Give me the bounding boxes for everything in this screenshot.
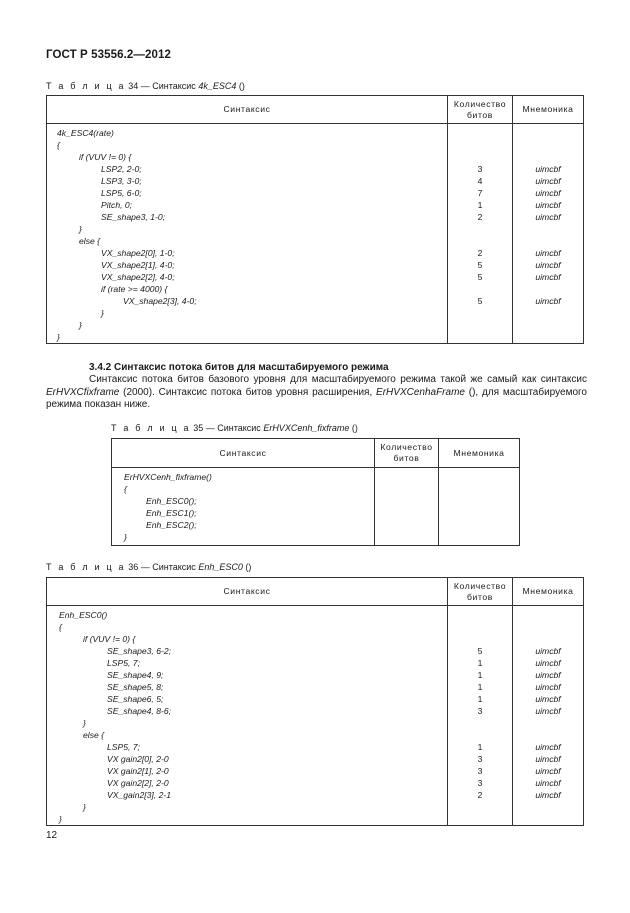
code-line: VX_shape2[1], 4-0; — [101, 260, 175, 270]
code-line: } — [83, 718, 86, 728]
col-header-bits-line1: Количество — [380, 442, 433, 452]
code-line: ErHVXCenh_fixframe() — [124, 472, 212, 482]
caption-text: 34 — Синтаксис — [125, 81, 199, 91]
code-line: Enh_ESC0() — [59, 610, 108, 620]
mnemonic-value — [513, 151, 583, 163]
mnemonic-value: uimcbf — [535, 260, 561, 270]
mnemonic-value: uimcbf — [535, 790, 561, 800]
mnemonic-value — [513, 235, 583, 247]
mnemonic-value: uimcbf — [535, 706, 561, 716]
bit-count — [448, 621, 512, 633]
mnemonic-column — [513, 124, 584, 344]
bits-column — [448, 124, 513, 344]
bits-column — [375, 468, 439, 546]
mnemonic-value: uimcbf — [535, 188, 561, 198]
mnemonic-value — [513, 127, 583, 139]
code-line: Enh_ESC0(); — [146, 496, 197, 506]
mnemonic-value — [513, 609, 583, 621]
bit-count: 2 — [477, 790, 483, 800]
table-35-caption — [111, 423, 358, 433]
bit-count: 1 — [477, 694, 483, 704]
bit-count — [448, 307, 512, 319]
bit-count — [375, 495, 438, 507]
bit-count: 5 — [477, 272, 483, 282]
bits-column — [448, 606, 513, 826]
mnemonic-value: uimcbf — [535, 176, 561, 186]
mnemonic-value: uimcbf — [535, 212, 561, 222]
mnemonic-value: uimcbf — [535, 658, 561, 668]
paragraph-function-2: ErHVXCenhaFrame — [376, 386, 465, 398]
code-line: } — [79, 224, 82, 234]
code-line: VX_shape2[2], 4-0; — [101, 272, 175, 282]
mnemonic-value: uimcbf — [535, 670, 561, 680]
mnemonic-value — [513, 139, 583, 151]
bit-count — [375, 519, 438, 531]
table-35 — [111, 438, 520, 546]
page-number: 12 — [46, 830, 58, 841]
col-header-bits — [375, 439, 439, 468]
mnemonic-value — [439, 507, 519, 519]
caption-function-name: Enh_ESC0 — [198, 562, 243, 572]
bit-count — [448, 127, 512, 139]
table-body-row — [112, 468, 520, 546]
code-line: SE_shape4, 9; — [107, 670, 164, 680]
mnemonic-value — [513, 283, 583, 295]
table-36 — [46, 577, 584, 826]
col-header-bits — [448, 578, 513, 606]
code-line: LSP5, 7; — [107, 658, 140, 668]
col-header-mnemonic: Мнемоника — [513, 578, 584, 606]
mnemonic-value — [513, 633, 583, 645]
bit-count: 1 — [477, 682, 483, 692]
mnemonic-value — [513, 319, 583, 331]
mnemonic-value: uimcbf — [535, 272, 561, 282]
code-line: SE_shape3, 6-2; — [107, 646, 172, 656]
mnemonic-value: uimcbf — [535, 296, 561, 306]
mnemonic-value: uimcbf — [535, 742, 561, 752]
caption-text: 35 — Синтаксис — [190, 423, 264, 433]
bit-count — [448, 633, 512, 645]
bit-count — [448, 813, 512, 825]
table-34 — [46, 95, 584, 344]
bit-count — [448, 729, 512, 741]
code-line: VX_gain2[3], 2-1 — [107, 790, 172, 800]
table-34-caption — [46, 81, 245, 91]
mnemonic-value: uimcbf — [535, 200, 561, 210]
code-line: SE_shape5, 8; — [107, 682, 164, 692]
code-line: } — [57, 332, 60, 342]
caption-function-name: 4k_ESC4 — [198, 81, 237, 91]
bit-count: 5 — [477, 296, 483, 306]
caption-prefix: Т а б л и ц а — [46, 562, 126, 572]
mnemonic-column — [513, 606, 584, 826]
bit-count: 5 — [477, 646, 483, 656]
mnemonic-value: uimcbf — [535, 248, 561, 258]
mnemonic-value — [513, 331, 583, 343]
code-line: if (VUV != 0) { — [83, 634, 136, 644]
code-line: SE_shape6, 5; — [107, 694, 164, 704]
bit-count: 5 — [477, 260, 483, 270]
code-line: Enh_ESC1(); — [146, 508, 197, 518]
bit-count — [448, 331, 512, 343]
section-paragraph — [46, 374, 587, 412]
paragraph-text-3: (), для масштабируемого режима показан ниже. — [46, 386, 587, 410]
mnemonic-value — [513, 621, 583, 633]
bit-count: 7 — [477, 188, 483, 198]
document-header: ГОСТ Р 53556.2—2012 — [46, 49, 171, 61]
bit-count: 2 — [477, 248, 483, 258]
mnemonic-value — [439, 519, 519, 531]
mnemonic-value: uimcbf — [535, 682, 561, 692]
caption-suffix: () — [236, 81, 245, 91]
mnemonic-value: uimcbf — [535, 164, 561, 174]
mnemonic-value: uimcbf — [535, 754, 561, 764]
code-line: VX gain2[1], 2-0 — [107, 766, 169, 776]
bit-count: 3 — [477, 766, 483, 776]
caption-suffix: () — [349, 423, 358, 433]
bit-count: 3 — [477, 706, 483, 716]
col-header-syntax: Синтаксис — [47, 578, 448, 606]
bit-count — [375, 531, 438, 543]
bit-count: 4 — [477, 176, 483, 186]
bit-count — [448, 139, 512, 151]
mnemonic-value — [513, 801, 583, 813]
mnemonic-value — [439, 531, 519, 543]
table-body-row — [47, 124, 584, 344]
bit-count — [448, 717, 512, 729]
code-line: LSP5, 7; — [107, 742, 140, 752]
syntax-column — [47, 124, 448, 344]
caption-text: 36 — Синтаксис — [125, 562, 199, 572]
code-line: else { — [83, 730, 105, 740]
code-line: else { — [79, 236, 101, 246]
bit-count: 1 — [477, 200, 483, 210]
code-line: Pitch, 0; — [101, 200, 133, 210]
bit-count — [448, 609, 512, 621]
col-header-syntax: Синтаксис — [47, 96, 448, 124]
bit-count: 1 — [477, 742, 483, 752]
code-line: { — [124, 484, 127, 494]
mnemonic-value — [439, 471, 519, 483]
code-line: } — [79, 320, 82, 330]
bit-count: 3 — [477, 778, 483, 788]
mnemonic-value — [439, 483, 519, 495]
code-line: VX_shape2[0], 1-0; — [101, 248, 175, 258]
col-header-bits-line2: битов — [393, 453, 420, 463]
mnemonic-value: uimcbf — [535, 766, 561, 776]
col-header-bits-line1: Количество — [453, 580, 507, 591]
bit-count — [448, 223, 512, 235]
paragraph-function-1: ErHVXCfixframe — [46, 386, 120, 398]
bit-count: 1 — [477, 670, 483, 680]
bit-count — [375, 471, 438, 483]
col-header-mnemonic: Мнемоника — [439, 439, 520, 468]
code-line: } — [59, 814, 62, 824]
caption-suffix: () — [242, 562, 252, 572]
code-line: } — [83, 802, 86, 812]
table-36-caption — [46, 562, 251, 572]
code-line: SE_shape3, 1-0; — [101, 212, 166, 222]
bit-count — [375, 507, 438, 519]
code-line: } — [124, 532, 127, 542]
bit-count: 3 — [477, 164, 483, 174]
code-line: Enh_ESC2(); — [146, 520, 197, 530]
bit-count: 2 — [477, 212, 483, 222]
mnemonic-value — [513, 813, 583, 825]
table-body-row — [47, 606, 584, 826]
mnemonic-value: uimcbf — [535, 694, 561, 704]
code-line: LSP2, 2-0; — [101, 164, 142, 174]
mnemonic-value: uimcbf — [535, 778, 561, 788]
syntax-column — [112, 468, 375, 546]
col-header-mnemonic: Мнемоника — [513, 96, 584, 124]
bit-count: 3 — [477, 754, 483, 764]
bit-count: 1 — [477, 658, 483, 668]
mnemonic-column — [439, 468, 520, 546]
col-header-syntax: Синтаксис — [112, 439, 375, 468]
code-line: VX gain2[0], 2-0 — [107, 754, 169, 764]
paragraph-text-2: (2000). Синтаксис потока битов уровня расширения, — [119, 386, 377, 398]
code-line: if (VUV != 0) { — [79, 152, 132, 162]
code-line: { — [59, 622, 62, 632]
bit-count — [448, 801, 512, 813]
section-heading: 3.4.2 Синтаксис потока битов для масштабируемого режима — [89, 362, 389, 373]
bit-count — [448, 319, 512, 331]
col-header-bits — [448, 96, 513, 124]
col-header-bits-line2: битов — [467, 109, 493, 120]
mnemonic-value — [513, 729, 583, 741]
mnemonic-value — [513, 223, 583, 235]
caption-prefix: Т а б л и ц а — [46, 81, 126, 91]
code-line: if (rate >= 4000) { — [101, 284, 168, 294]
mnemonic-value: uimcbf — [535, 646, 561, 656]
caption-prefix: Т а б л и ц а — [111, 423, 191, 433]
code-line: LSP3, 3-0; — [101, 176, 142, 186]
bit-count — [448, 151, 512, 163]
bit-count — [448, 283, 512, 295]
mnemonic-value — [513, 307, 583, 319]
col-header-bits-line2: битов — [467, 591, 493, 602]
bit-count — [375, 483, 438, 495]
mnemonic-value — [439, 495, 519, 507]
code-line: VX_shape2[3], 4-0; — [123, 296, 197, 306]
bit-count — [448, 235, 512, 247]
code-line: VX gain2[2], 2-0 — [107, 778, 169, 788]
code-line: { — [57, 140, 60, 150]
col-header-bits-line1: Количество — [453, 98, 507, 109]
mnemonic-value — [513, 717, 583, 729]
caption-function-name: ErHVXCenh_fixframe — [263, 423, 350, 433]
code-line: SE_shape4, 8-6; — [107, 706, 172, 716]
code-line: } — [101, 308, 104, 318]
syntax-column — [47, 606, 448, 826]
code-line: LSP5, 6-0; — [101, 188, 142, 198]
paragraph-text-1: Синтаксис потока битов базового уровня для масштабируемого режима такой же самый как синтаксис — [89, 374, 587, 385]
code-line: 4k_ESC4(rate) — [57, 128, 114, 138]
